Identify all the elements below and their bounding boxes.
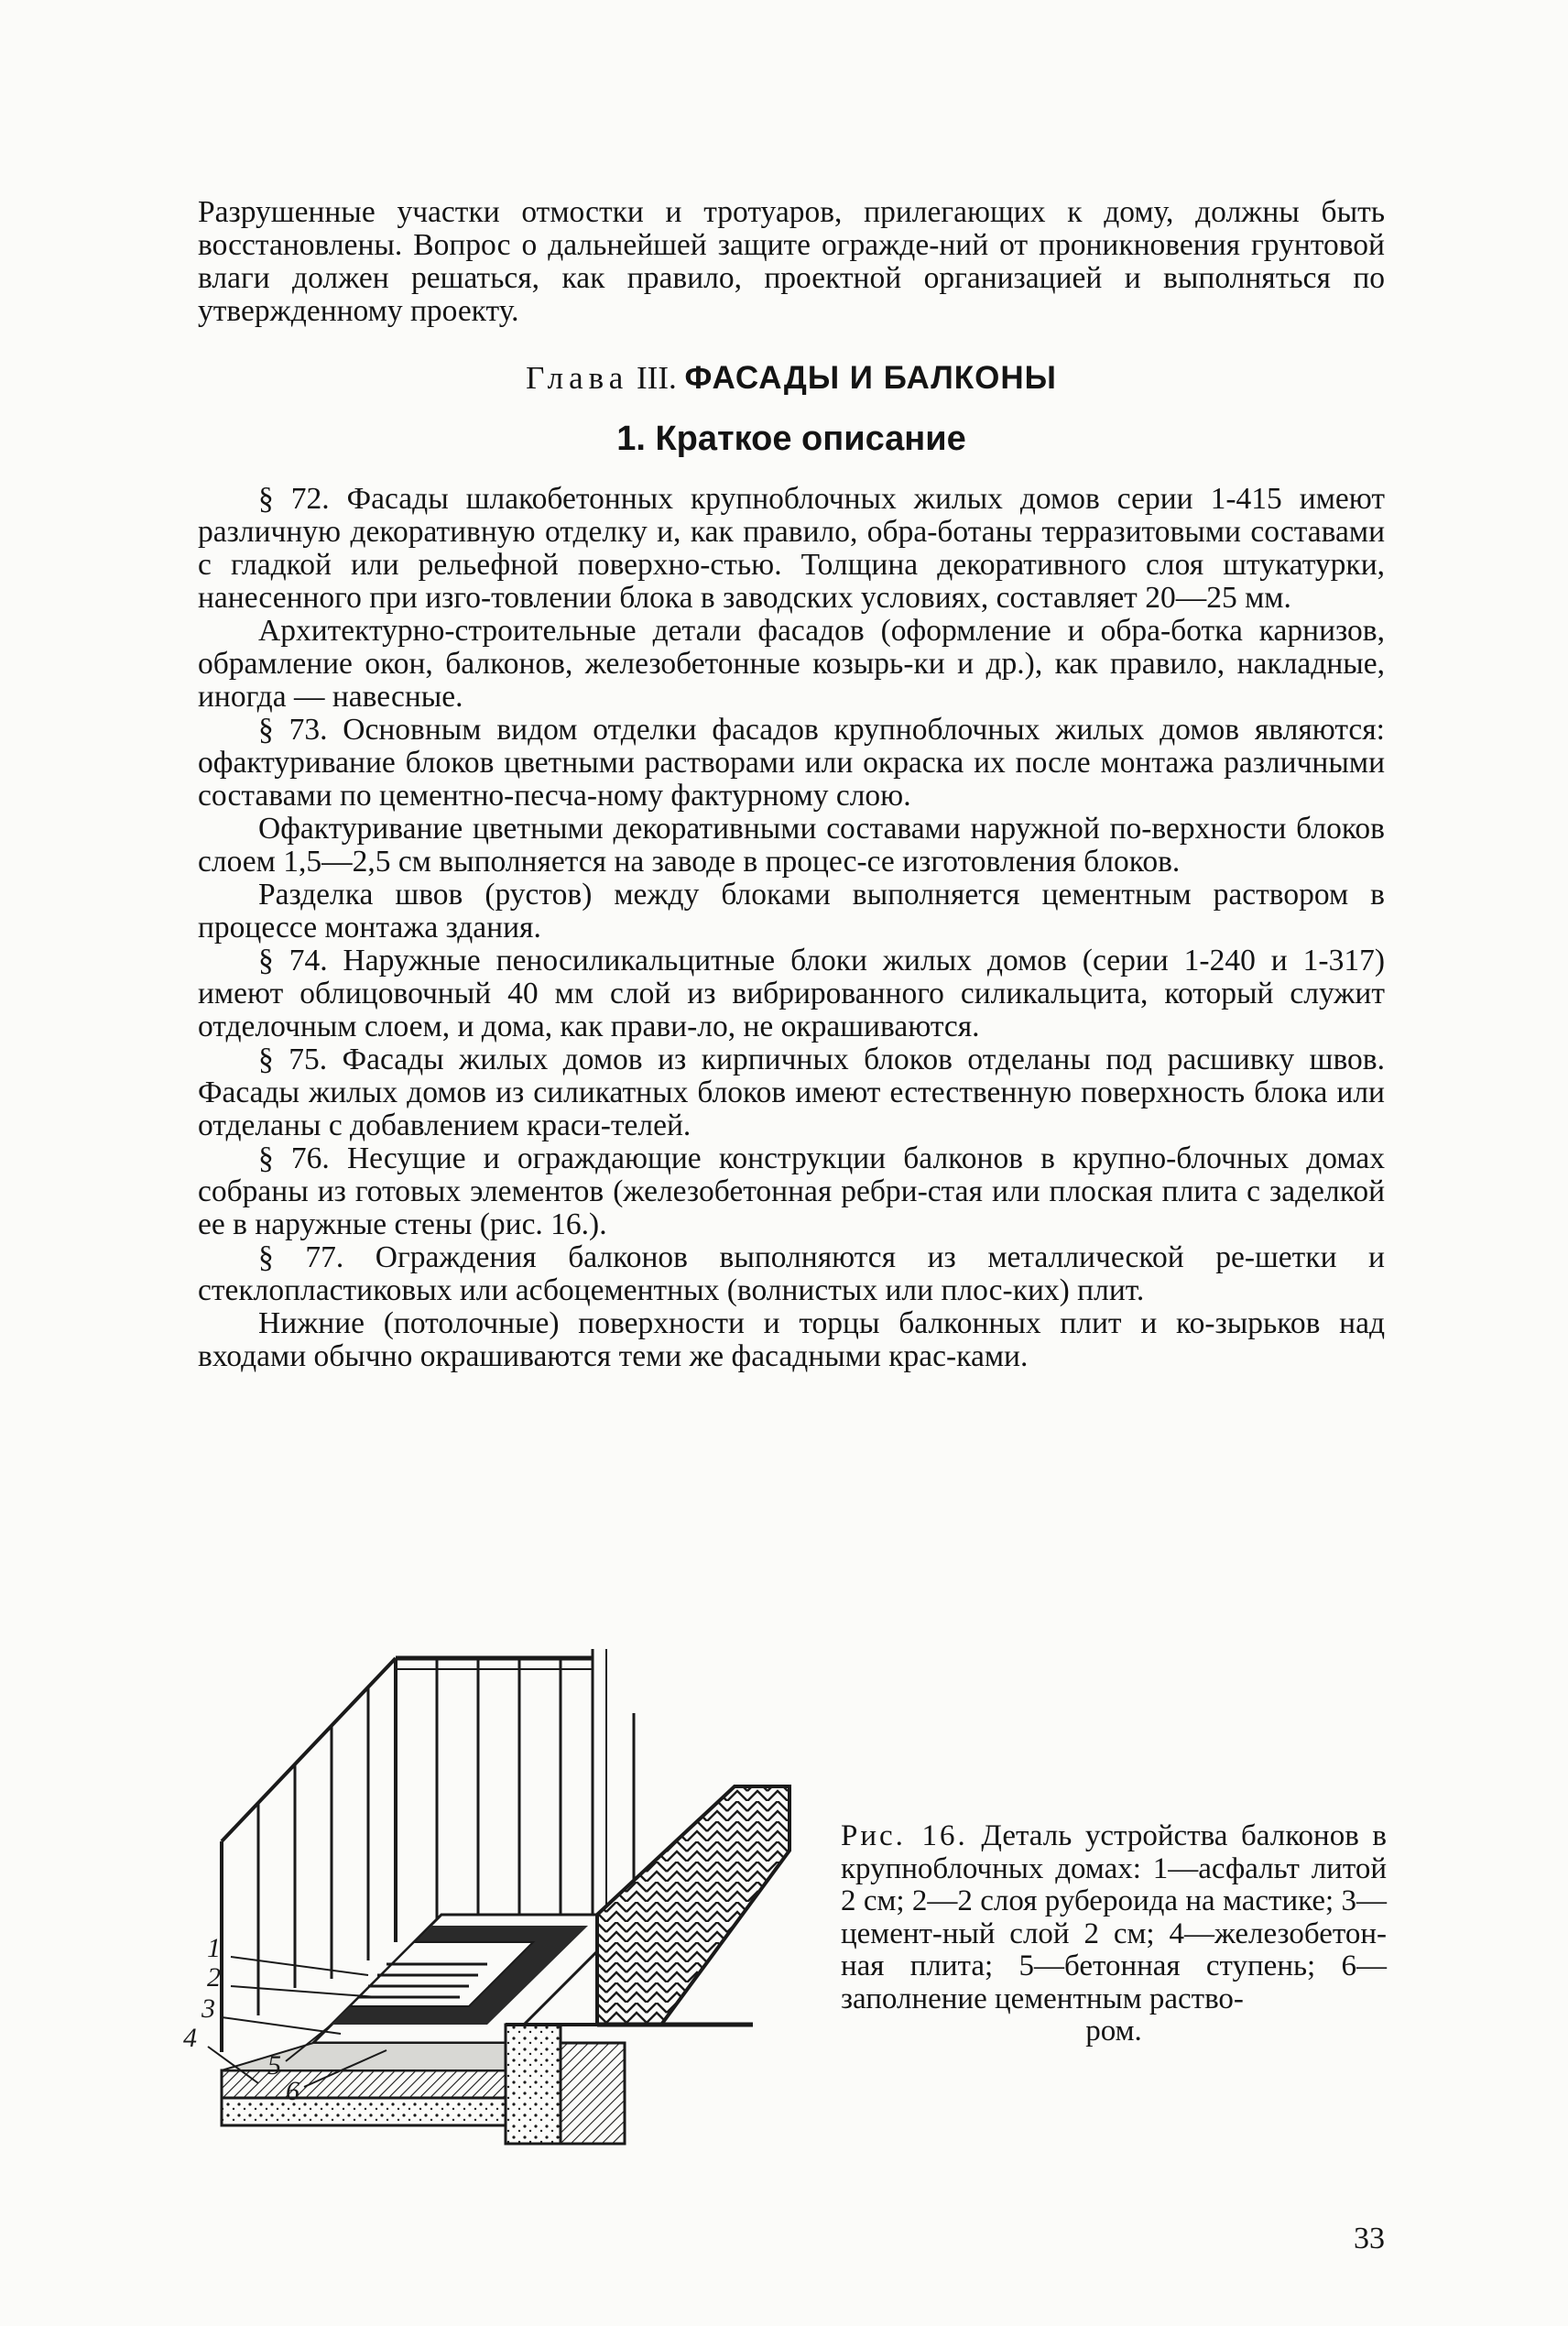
paragraph-77-soffit: Нижние (потолочные) поверхности и торцы балконных плит и ко-зырьков над входами обычно окрашиваются теми же фасадными крас-ками. <box>198 1306 1385 1373</box>
chapter-number: III. <box>637 360 677 396</box>
paragraph-73-texture: Офактуривание цветными декоративными составами наружной по-верхности блоков слоем 1,5—2,5 см выполняется на заводе в процес-се изготовления блоков. <box>198 812 1385 879</box>
figure-caption-lead: Рис. 16. <box>841 1819 968 1852</box>
intro-paragraph: Разрушенные участки отмостки и тротуаров, прилегающих к дому, должны быть восстановлены. Вопрос о дальнейшей защите огражде-ний от проникновения грунтовой влаги должен решаться, как правило, проектной организацией и выполняться по утвержденному проекту. <box>198 195 1385 328</box>
slope-label: i=3% <box>423 1945 466 1965</box>
step-and-fill <box>506 2025 625 2144</box>
section-heading: 1. Краткое описание <box>616 420 966 458</box>
facade-wall <box>593 1649 634 1915</box>
figure-caption-text: Деталь устройства балконов в крупноблочных домах: 1—асфальт литой 2 см; 2—2 слоя рубероида на мастике; 3—цемент-ный слой 2 см; 4—железобетон-ная плита; 5—бетонная ступень; 6—заполнение цементным раство- <box>841 1819 1387 2015</box>
parquet-floor <box>597 1786 789 2025</box>
figure-label-6: 6 <box>286 2076 299 2106</box>
figure-label-3: 3 <box>201 1993 215 2024</box>
paragraph-73-joints: Разделка швов (рустов) между блоками выполняется цементным раствором в процессе монтажа здания. <box>198 878 1385 945</box>
paragraph-73: § 73. Основным видом отделки фасадов крупноблочных жилых домов являются: офактуривание блоков цветными растворами или окраска их после монтажа различными составами по цементно-песча-ному фактурному слою. <box>198 713 1385 813</box>
paragraph-72: § 72. Фасады шлакобетонных крупноблочных жилых домов серии 1-415 имеют различную декоративную отделку и, как правило, обра-ботаны терразитовыми составами с гладкой или рельефной поверхно-стью. Толщина декоративного слоя штукатурки, нанесенного при изго-товлении блока в заводских условиях, составляет 20—25 мм. <box>198 482 1385 615</box>
chapter-word: Глава <box>526 360 629 396</box>
chapter-title: ФАСАДЫ И БАЛКОНЫ <box>684 360 1057 396</box>
paragraph-75: § 75. Фасады жилых домов из кирпичных блоков отделаны под расшивку швов. Фасады жилых домов из силикатных блоков имеют естественную поверхность блока или отделаны с добавлением краси-телей. <box>198 1043 1385 1142</box>
main-text <box>198 483 1385 1373</box>
figure-label-5: 5 <box>267 2050 281 2080</box>
balcony-detail-figure <box>183 1640 799 2153</box>
intro-text <box>198 196 1385 328</box>
paragraph-74: § 74. Наружные пеносиликальцитные блоки жилых домов (серии 1-240 и 1-317) имеют облицовочный 40 мм слой из вибрированного силикальцита, который служит отделочным слоем, и дома, как прави-ло, не окрашиваются. <box>198 944 1385 1043</box>
page-number: 33 <box>1354 2222 1385 2255</box>
paragraph-72-details: Архитектурно-строительные детали фасадов (оформление и обра-ботка карнизов, обрамление окон, балконов, железобетонные козырь-ки и др.), как правило, накладные, иногда — навесные. <box>198 614 1385 714</box>
figure-caption-last: ром. <box>1085 2015 1142 2048</box>
chapter-heading <box>198 360 1385 397</box>
figure-label-2: 2 <box>207 1962 221 1993</box>
paragraph-77: § 77. Ограждения балконов выполняются из металлической ре-шетки и стеклопластиковых или асбоцементных (волнистых или плос-ких) плит. <box>198 1240 1385 1307</box>
figure-caption <box>841 1820 1387 2048</box>
figure-label-1: 1 <box>207 1933 221 1963</box>
figure-label-4: 4 <box>183 2023 197 2053</box>
paragraph-76: § 76. Несущие и ограждающие конструкции балконов в крупно-блочных домах собраны из готовых элементов (железобетонная ребри-стая или плоская плита с заделкой ее в наружные стены (рис. 16.). <box>198 1141 1385 1241</box>
